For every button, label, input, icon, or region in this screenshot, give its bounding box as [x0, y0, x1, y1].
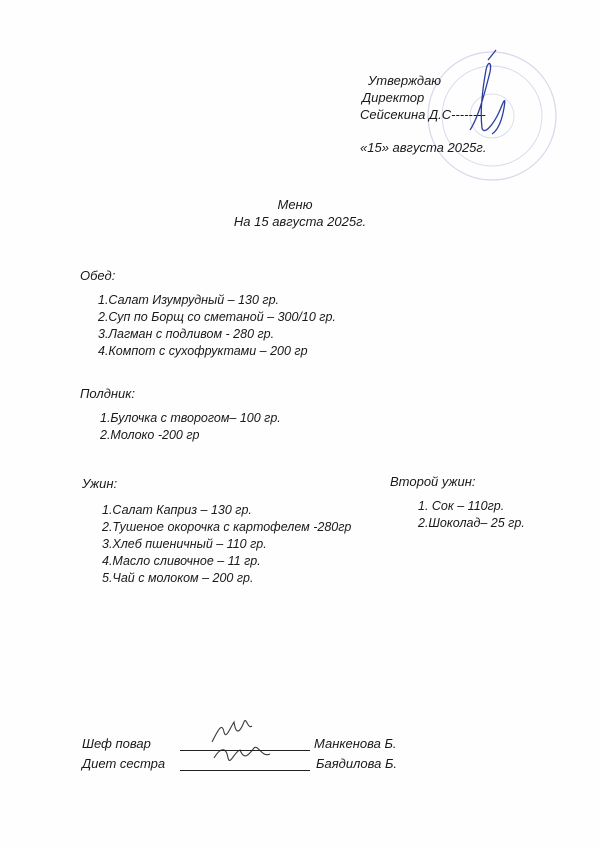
- snack-list: [100, 410, 281, 444]
- dinner-list: [102, 502, 351, 587]
- approval-signatory: Сейсекина Д.С--------: [360, 107, 486, 122]
- chef-name: Манкенова Б.: [314, 736, 397, 751]
- second-dinner-label: Второй ужин:: [390, 474, 476, 489]
- list-item: 4.Компот с сухофруктами – 200 гр: [98, 344, 308, 358]
- list-item: 1.Салат Изумрудный – 130 гр.: [98, 293, 279, 307]
- menu-title: [0, 196, 600, 230]
- chef-role: Шеф повар: [82, 736, 151, 751]
- approval-block: [360, 72, 486, 123]
- nurse-name: Баядилова Б.: [316, 756, 398, 771]
- list-item: 2.Шоколад– 25 гр.: [418, 516, 525, 530]
- approval-date: «15» августа 2025г.: [360, 140, 487, 155]
- approval-position: Директор: [362, 90, 425, 105]
- chef-signature: [212, 720, 252, 742]
- list-item: 2.Суп по Борщ со сметаной – 300/10 гр.: [98, 310, 336, 324]
- list-item: 5.Чай с молоком – 200 гр.: [102, 571, 254, 585]
- list-item: 3.Лагман с подливом - 280 гр.: [98, 327, 275, 341]
- list-item: 2.Тушеное окорочка с картофелем -280гр: [102, 520, 352, 534]
- list-item: 2.Молоко -200 гр: [100, 428, 200, 442]
- list-item: 1.Булочка с творогом– 100 гр.: [100, 411, 281, 425]
- list-item: 4.Масло сливочное – 11 гр.: [102, 554, 261, 568]
- list-item: 3.Хлеб пшеничный – 110 гр.: [102, 537, 267, 551]
- snack-label: Полдник:: [80, 386, 136, 401]
- nurse-role: Диет сестра: [82, 756, 166, 771]
- chef-signature-line: [180, 750, 310, 751]
- title-date: На 15 августа 2025г.: [233, 214, 367, 229]
- dinner-label: Ужин:: [82, 476, 118, 491]
- lunch-list: [98, 292, 336, 360]
- approval-title: Утверждаю: [368, 73, 442, 88]
- title-menu: Меню: [277, 197, 313, 212]
- list-item: 1.Салат Каприз – 130 гр.: [102, 503, 252, 517]
- second-dinner-list: [418, 498, 525, 532]
- nurse-signature-line: [180, 770, 310, 771]
- lunch-label: Обед:: [80, 268, 116, 283]
- list-item: 1. Сок – 110гр.: [418, 499, 505, 513]
